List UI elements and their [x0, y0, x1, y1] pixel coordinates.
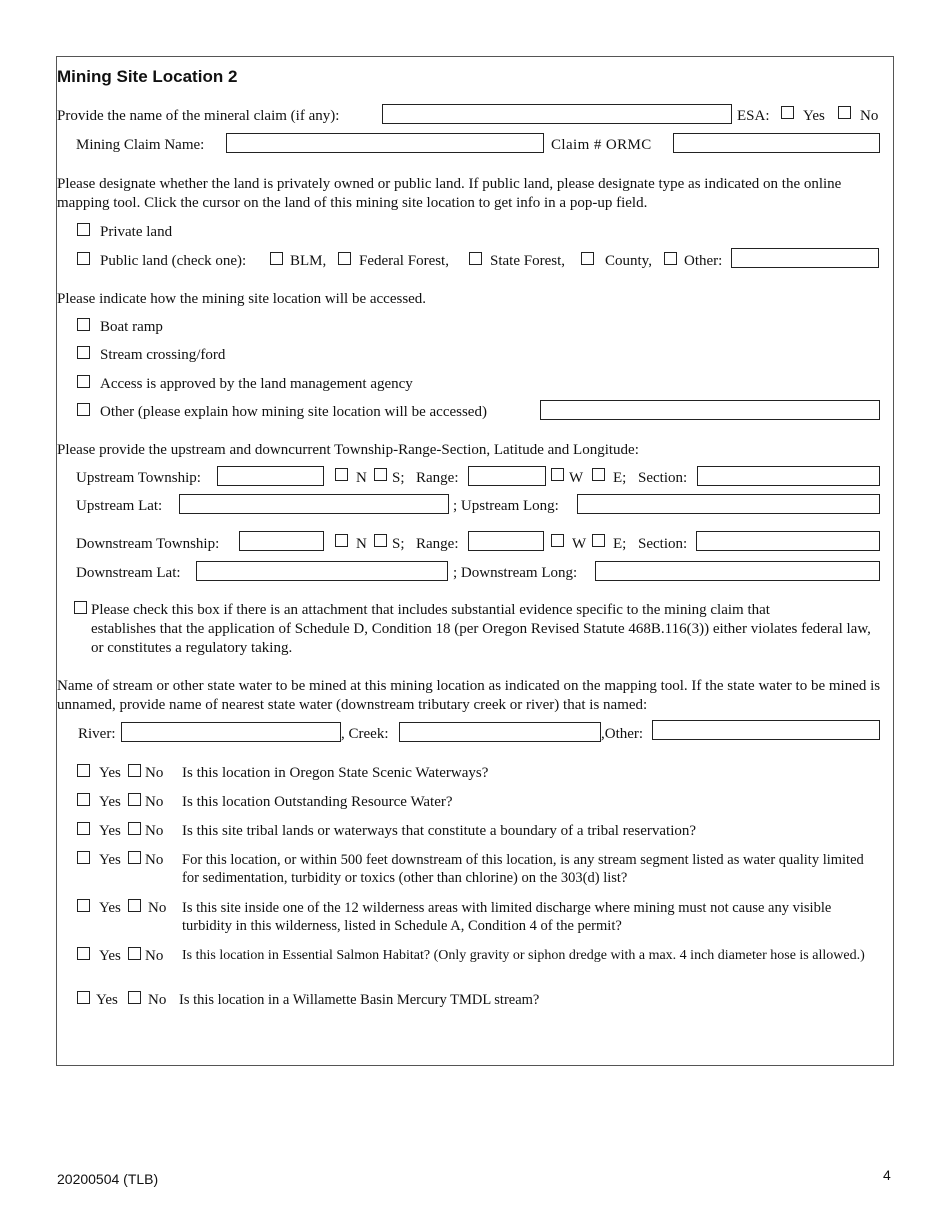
upstream-e-label: E;	[613, 470, 627, 486]
access-other-input[interactable]	[540, 400, 880, 420]
downstream-section-input[interactable]	[696, 531, 880, 551]
q4-yes-checkbox[interactable]	[77, 851, 90, 864]
q2-text: Is this location Outstanding Resource Water?	[182, 794, 453, 810]
upstream-township-label: Upstream Township:	[76, 470, 201, 486]
downstream-range-input[interactable]	[468, 531, 544, 551]
q6-no-checkbox[interactable]	[128, 947, 141, 960]
upstream-s-checkbox[interactable]	[374, 468, 387, 481]
claim-number-input[interactable]	[673, 133, 880, 153]
esa-no-label: No	[860, 108, 879, 124]
q2-no-label: No	[145, 794, 164, 810]
q3-no-checkbox[interactable]	[128, 822, 141, 835]
q4-yes-label: Yes	[99, 852, 121, 868]
upstream-township-input[interactable]	[217, 466, 324, 486]
blm-checkbox[interactable]	[270, 252, 283, 265]
state-forest-checkbox[interactable]	[469, 252, 482, 265]
upstream-n-label: N	[356, 470, 367, 486]
q1-no-label: No	[145, 765, 164, 781]
q2-yes-label: Yes	[99, 794, 121, 810]
q1-no-checkbox[interactable]	[128, 764, 141, 777]
downstream-lat-input[interactable]	[196, 561, 448, 581]
access-instructions: Please indicate how the mining site location will be accessed.	[57, 291, 427, 307]
mineral-claim-label: Provide the name of the mineral claim (if any):	[57, 108, 340, 124]
county-checkbox[interactable]	[581, 252, 594, 265]
q5-no-label: No	[148, 900, 167, 916]
q7-no-checkbox[interactable]	[128, 991, 141, 1004]
downstream-range-label: Range:	[416, 536, 459, 552]
q7-yes-checkbox[interactable]	[77, 991, 90, 1004]
trs-instructions: Please provide the upstream and downcurrent Township-Range-Section, Latitude and Longitude:	[57, 442, 639, 458]
stream-crossing-label: Stream crossing/ford	[100, 347, 226, 363]
q5-no-checkbox[interactable]	[128, 899, 141, 912]
federal-forest-checkbox[interactable]	[338, 252, 351, 265]
q1-yes-checkbox[interactable]	[77, 764, 90, 777]
upstream-lat-label: Upstream Lat:	[76, 498, 163, 514]
q4-text: For this location, or within 500 feet downstream of this location, is any stream segment listed as water quality limited for sedimentation, turbidity or toxics (other than chlorine) on the 303(d) list?	[182, 852, 864, 886]
upstream-w-label: W	[569, 470, 584, 486]
downstream-w-checkbox[interactable]	[551, 534, 564, 547]
upstream-section-input[interactable]	[697, 466, 880, 486]
downstream-w-label: W	[572, 536, 587, 552]
q7-text: Is this location in a Willamette Basin Mercury TMDL stream?	[179, 992, 540, 1008]
upstream-long-label: ; Upstream Long:	[453, 498, 559, 514]
county-label: County,	[605, 253, 652, 269]
public-land-label: Public land (check one):	[100, 253, 247, 269]
upstream-e-checkbox[interactable]	[592, 468, 605, 481]
attachment-text-rest: establishes that the application of Schedule D, Condition 18 (per Oregon Revised Statute 468B.116(3)) either violates federal law, or constitutes a regulatory taking.	[91, 621, 871, 656]
upstream-long-input[interactable]	[577, 494, 880, 514]
q3-yes-label: Yes	[99, 823, 121, 839]
creek-input[interactable]	[399, 722, 601, 742]
q7-no-label: No	[148, 992, 167, 1008]
land-instructions: Please designate whether the land is privately owned or public land. If public land, please designate type as indicated on the online mapping tool. Click the cursor on the land of this mining site location to get info in a pop-up field.	[57, 176, 842, 211]
federal-forest-label: Federal Forest,	[359, 253, 449, 269]
upstream-lat-input[interactable]	[179, 494, 449, 514]
upstream-section-label: Section:	[638, 470, 688, 486]
q7-yes-label: Yes	[96, 992, 118, 1008]
q6-yes-label: Yes	[99, 948, 121, 964]
river-label: River:	[78, 726, 116, 742]
downstream-e-label: E;	[613, 536, 627, 552]
section-title: Mining Site Location 2	[57, 67, 238, 86]
other-land-checkbox[interactable]	[664, 252, 677, 265]
upstream-range-input[interactable]	[468, 466, 546, 486]
stream-crossing-checkbox[interactable]	[77, 346, 90, 359]
other-land-label: Other:	[684, 253, 723, 269]
downstream-n-checkbox[interactable]	[335, 534, 348, 547]
mining-claim-name-input[interactable]	[226, 133, 544, 153]
esa-yes-label: Yes	[803, 108, 825, 124]
mineral-claim-input[interactable]	[382, 104, 732, 124]
q6-no-label: No	[145, 948, 164, 964]
q5-yes-label: Yes	[99, 900, 121, 916]
other-land-input[interactable]	[731, 248, 879, 268]
downstream-s-checkbox[interactable]	[374, 534, 387, 547]
private-land-checkbox[interactable]	[77, 223, 90, 236]
downstream-s-label: S;	[392, 536, 405, 552]
q3-text: Is this site tribal lands or waterways that constitute a boundary of a tribal reservation?	[182, 823, 697, 839]
q6-yes-checkbox[interactable]	[77, 947, 90, 960]
access-approved-checkbox[interactable]	[77, 375, 90, 388]
public-land-checkbox[interactable]	[77, 252, 90, 265]
downstream-long-input[interactable]	[595, 561, 880, 581]
esa-no-checkbox[interactable]	[838, 106, 851, 119]
q3-yes-checkbox[interactable]	[77, 822, 90, 835]
q5-text: Is this site inside one of the 12 wilderness areas with limited discharge where mining must not cause any visible turbidity in this wilderness, listed in Schedule A, Condition 4 of the permit?	[182, 900, 832, 934]
downstream-township-label: Downstream Township:	[76, 536, 220, 552]
boat-ramp-label: Boat ramp	[100, 319, 163, 335]
river-input[interactable]	[121, 722, 341, 742]
q3-no-label: No	[145, 823, 164, 839]
q5-yes-checkbox[interactable]	[77, 899, 90, 912]
q4-no-checkbox[interactable]	[128, 851, 141, 864]
esa-label: ESA:	[737, 108, 770, 124]
downstream-long-label: ; Downstream Long:	[453, 565, 578, 581]
mining-claim-name-label: Mining Claim Name:	[76, 137, 205, 153]
stream-instructions: Name of stream or other state water to be mined at this mining location as indicated on the mapping tool. If the state water to be mined is unnamed, provide name of nearest state water (downstream tributary creek or river) that is named:	[57, 678, 881, 713]
access-other-label: Other (please explain how mining site location will be accessed)	[100, 404, 487, 420]
upstream-w-checkbox[interactable]	[551, 468, 564, 481]
access-approved-label: Access is approved by the land management agency	[100, 376, 413, 392]
downstream-township-input[interactable]	[239, 531, 324, 551]
upstream-n-checkbox[interactable]	[335, 468, 348, 481]
q6-text: Is this location in Essential Salmon Habitat? (Only gravity or siphon dredge with a max. 4 inch diameter hose is allowed.)	[182, 948, 865, 963]
q1-yes-label: Yes	[99, 765, 121, 781]
page-number: 4	[883, 1167, 891, 1183]
downstream-section-label: Section:	[638, 536, 688, 552]
downstream-lat-label: Downstream Lat:	[76, 565, 181, 581]
q1-text: Is this location in Oregon State Scenic Waterways?	[182, 765, 489, 781]
stream-other-input[interactable]	[652, 720, 880, 740]
boat-ramp-checkbox[interactable]	[77, 318, 90, 331]
q2-yes-checkbox[interactable]	[77, 793, 90, 806]
claim-number-label: Claim # ORMC	[551, 137, 652, 153]
access-other-checkbox[interactable]	[77, 403, 90, 416]
q4-no-label: No	[145, 852, 164, 868]
downstream-n-label: N	[356, 536, 367, 552]
attachment-checkbox[interactable]	[74, 601, 87, 614]
private-land-label: Private land	[100, 224, 173, 240]
footer-code: 20200504 (TLB)	[57, 1171, 159, 1187]
attachment-text-line1: Please check this box if there is an attachment that includes substantial evidence specific to the mining claim that	[91, 602, 770, 618]
q2-no-checkbox[interactable]	[128, 793, 141, 806]
esa-yes-checkbox[interactable]	[781, 106, 794, 119]
stream-other-label: ,Other:	[601, 726, 644, 742]
creek-label: , Creek:	[341, 726, 389, 742]
blm-label: BLM,	[290, 253, 327, 269]
state-forest-label: State Forest,	[490, 253, 565, 269]
upstream-s-label: S;	[392, 470, 405, 486]
downstream-e-checkbox[interactable]	[592, 534, 605, 547]
upstream-range-label: Range:	[416, 470, 459, 486]
